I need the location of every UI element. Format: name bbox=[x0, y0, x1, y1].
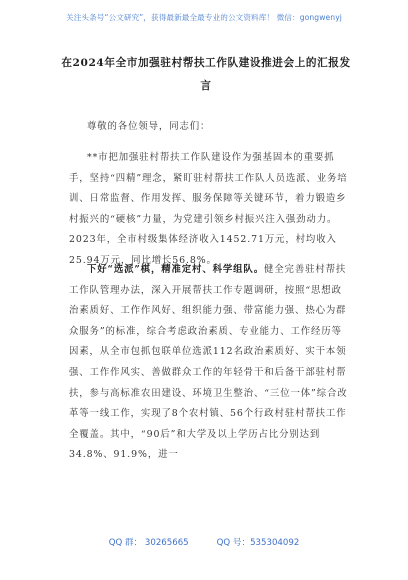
header-banner: 关注头条号“公文研究”，获得最新最全最专业的公文资料库！ 微信：gongwenyj bbox=[66, 13, 342, 22]
paragraph-2 bbox=[69, 260, 352, 466]
footer-qq-group: QQ 群： 30265665 bbox=[108, 538, 189, 548]
footer-contact bbox=[0, 536, 408, 548]
document-title: 在2024年全市加强驻村帮扶工作队建设推进会上的汇报发言 bbox=[61, 57, 351, 92]
paragraph-2-body: 健全完善驻村帮扶工作队管理办法，深入开展帮扶工作专题调研，按照“思想政治素质好、工作作风好、组织能力强、带富能力强、热心为群众服务”的标准，综合考虑政治素质、专业能力、工作经历等因素，从全市包抓包联单位选派112名政治素质好、实干本领强、工作作风实、善做群众工作的年轻骨干和后备干部驻村帮扶，参与高标准农田建设、环境卫生整治、“三位一体”综合改革等一线工作，实现了8个农村镇、56个行政村驻村帮扶工作全覆盖。其中，“90后”和大学及以上学历占比分别达到34.8%、91.9%，进一 bbox=[69, 264, 348, 461]
paragraph-2-lead: 下好“选派”棋，精准定村、科学组队。 bbox=[87, 264, 264, 275]
paragraph-1: **市把加强驻村帮扶工作队建设作为强基固本的重要抓手，坚持“四精”理念，紧盯驻村帮扶工作队人员选派、业务培训、日常监督、作用发挥、服务保障等关键环节，着力锻造乡村振兴的“硬核”力量，为党建引领乡村振兴注入强劲动力。2023年，全市村级集体经济收入1452.71万元，村均收入25.94万元，同比增长56.8%。 bbox=[69, 152, 348, 266]
salutation: 尊敬的各位领导，同志们： bbox=[87, 121, 211, 132]
footer-qq-number: QQ 号：535304092 bbox=[216, 538, 300, 548]
